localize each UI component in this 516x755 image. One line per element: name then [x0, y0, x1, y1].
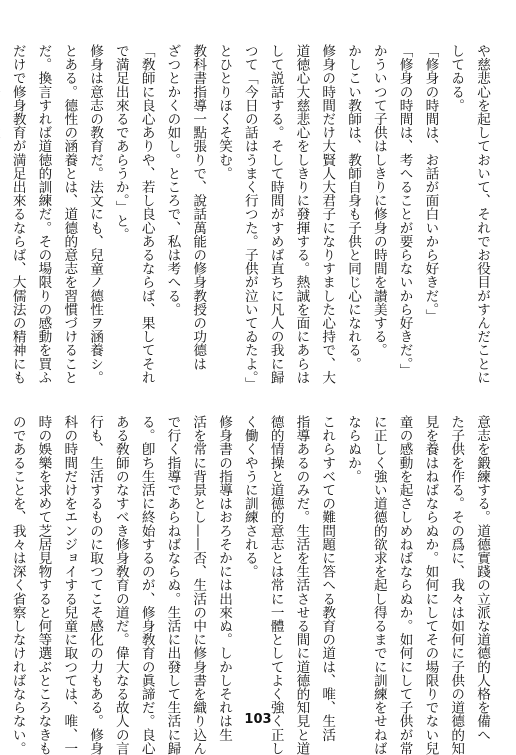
text-line: 修身の時間だけ大賢人大君子になりすました心持で、大 — [319, 44, 336, 384]
text-line: に正しく強い道德的欲求を起し得るまでに訓練をせねば — [370, 415, 387, 755]
text-line: かういつて子供はしきりに修身の時間を讃美する。 — [370, 44, 387, 357]
text-line: してゐる。 — [448, 44, 465, 112]
text-line: ある敎師のなすべき修身敎育の道だ。偉大なる故人の言 — [112, 415, 129, 755]
text-line: ならぬか。 — [345, 415, 362, 483]
text-line — [0, 44, 4, 362]
text-line: とある。德性の涵養とは、道德的意志を習慣づけること — [61, 44, 78, 384]
text-line: 活を常に背景とし——否、生活の中に修身書を織り込ん — [190, 415, 207, 755]
text-line: 意志を鍛練する。道德實踐の立派な道德的人格を備へ — [474, 415, 490, 742]
text-line: 童の感動を起さしめねばならぬか。如何にして子供が常 — [396, 415, 413, 755]
text-line: で行く指導であらねばならぬ。生活に出發して生活に歸 — [164, 415, 181, 755]
text-line: 見を養はねばならぬか。如何にしてその場限りでない兒 — [422, 415, 439, 755]
text-line: る。卽ち生活に終始するのが、修身敎育の眞諦だ。良心 — [138, 415, 155, 755]
text-line: 指導あるのみだ。生活を生活させる間に道德的知見と道 — [293, 415, 310, 755]
text-line: 德的情操と道德的意志とは常に一體としてよく強く正し — [267, 415, 284, 755]
text-line: 「修身の時間は、お話が面白いから好きだ。」 — [422, 44, 439, 323]
text-line: 修身書の指導はおろそかには出來ぬ。しかしそれは生 — [216, 415, 233, 742]
text-line: ざつとかくの如し。ところで、私は考へる。 — [164, 44, 181, 316]
text-line: 道徳心大慈悲心をしきりに發揮する。熱誠を面にあらは — [293, 44, 310, 384]
text-line: や慈悲心を起しておいて、それでお役目がすんだことに — [474, 44, 490, 384]
text-line: のであることを、我々は深く省察しなければならない。 — [9, 415, 26, 755]
upper-text-block — [0, 44, 494, 391]
text-line: 「修身の時間は、考へることが要らないから好きだ。」 — [396, 44, 413, 378]
text-line: 教科書指導一點張りで、說話萬能の修身教授の功德は — [190, 44, 207, 371]
text-line: かしこい教師は、教師自身も子供と同じ心になれる。 — [345, 44, 362, 371]
text-line: 修身は意志の教育だ。法文にも、兒童ノ德性ヲ涵養シ。 — [87, 44, 104, 384]
text-line: だけで修身教育が満足出來るならば、大儒法の精神にも — [9, 44, 26, 384]
text-line: これらすべての難問題に答へる教育の道は、唯、生活 — [319, 415, 336, 742]
text-line: だ。換言すれば道徳的訓練だ。その場限りの感動を買ふ — [35, 44, 52, 384]
text-line: 科の時間だけをエンジョイする兒童に取つては、唯、一 — [61, 415, 78, 755]
text-line: で満足出來るであらうか。」と。 — [112, 44, 129, 242]
text-line: とひとりほくそ笑む。 — [216, 44, 233, 180]
page-number: 103 — [244, 712, 272, 727]
text-line: して説話する。そして時間がすめば直ちに凡人の我に歸 — [267, 44, 284, 384]
text-line: く働くやうに訓練される。 — [241, 415, 258, 579]
text-line: 「敎師に良心ありや、若し良心あるならば、果してそれ — [138, 44, 155, 384]
text-line: 行も、生活するものに取つてこそ感化の力もある。修身 — [87, 415, 104, 755]
lower-text-block — [4, 415, 494, 755]
text-line: 時の娛樂を求めて芝居見物すると何等選ぶところなきも — [35, 415, 52, 755]
text-line: た子供を作る。その爲に、我々は如何に子供の道德的知 — [448, 415, 465, 755]
text-line: つて「今日の話はうまく行つた。子供が泣いてゐたよ。」 — [241, 44, 258, 391]
